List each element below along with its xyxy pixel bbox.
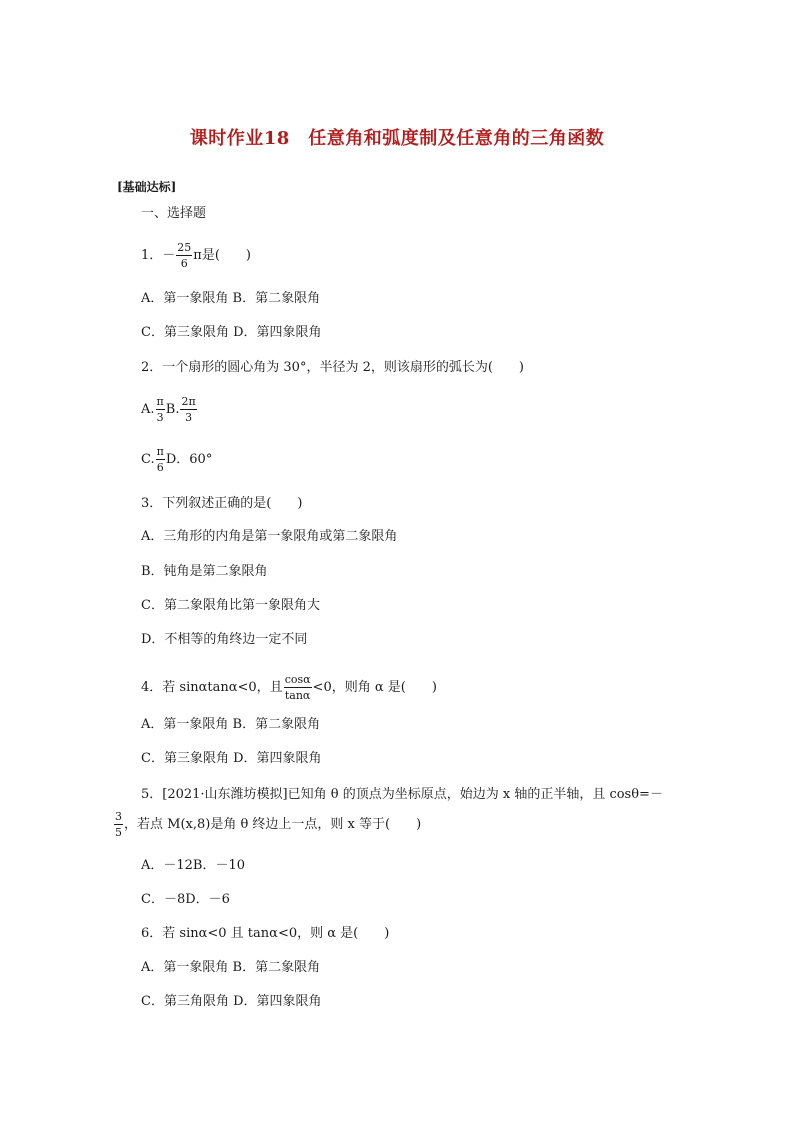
section-heading: [基础达标] <box>117 180 177 194</box>
question-4-options-ab: A．第一象限角 B．第二象限角 <box>141 717 321 732</box>
question-4-options-cd: C．第三象限角 D．第四象限角 <box>141 751 322 766</box>
q1-fraction <box>176 242 192 269</box>
q1-suffix: π是( ) <box>193 248 251 263</box>
page-title: 课时作业18 任意角和弧度制及任意角的三角函数 <box>189 128 605 149</box>
q2-option-d: D．60° <box>165 452 213 467</box>
question-5-line-2 <box>113 811 421 838</box>
q2-b-numerator: 2π <box>181 395 196 408</box>
q1-numerator: 25 <box>177 241 192 254</box>
q4-numerator: cosα <box>284 673 311 686</box>
q5-line-2-text: ，若点 M(x,8)是角 θ 终边上一点，则 x 等于( ) <box>124 817 422 832</box>
q2-option-a-fraction <box>156 396 165 423</box>
q2-option-a-label: A. <box>141 402 155 417</box>
q5-fraction <box>114 811 123 838</box>
question-1-options-ab: A．第一象限角 B．第二象限角 <box>141 291 321 306</box>
q4-fraction <box>284 674 312 701</box>
question-6-options-cd: C．第三角限角 D．第四象限角 <box>141 994 322 1009</box>
question-6-options-ab: A．第一象限角 B．第二象限角 <box>141 960 321 975</box>
q2-option-b-label: B. <box>165 402 180 417</box>
q2-c-denominator: 6 <box>156 461 164 474</box>
q4-prefix: 4．若 sinαtanα<0，且 <box>141 680 283 695</box>
q4-suffix: <0，则角 α 是( ) <box>312 680 437 695</box>
q2-option-c-fraction <box>156 446 165 473</box>
question-2-stem: 2．一个扇形的圆心角为 30°，半径为 2，则该扇形的弧长为( ) <box>141 360 524 375</box>
q5-denominator: 5 <box>115 826 122 839</box>
question-4-stem <box>141 674 437 701</box>
question-6-stem: 6．若 sinα<0 且 tanα<0，则 α 是( ) <box>141 926 390 941</box>
question-3-option-a: A．三角形的内角是第一象限角或第二象限角 <box>141 529 398 544</box>
q2-a-denominator: 3 <box>156 411 164 424</box>
question-3-stem: 3．下列叙述正确的是( ) <box>141 496 303 511</box>
q5-numerator: 3 <box>115 810 122 823</box>
q2-b-denominator: 3 <box>185 411 193 424</box>
q1-prefix: 1．－ <box>141 248 176 263</box>
q2-option-c-label: C. <box>141 452 155 467</box>
question-5-options-cd: C．－8D．－6 <box>141 892 230 907</box>
question-3-option-c: C．第二象限角比第一象限角大 <box>141 598 320 613</box>
question-5-line-1: 5．[2021·山东潍坊模拟]已知角 θ 的顶点为坐标原点，始边为 x 轴的正半轴，且 cosθ=－ <box>141 787 663 802</box>
question-2-options-cd <box>141 446 212 473</box>
q2-option-b-fraction <box>180 396 196 423</box>
q2-a-numerator: π <box>156 395 164 408</box>
question-1-stem <box>141 242 251 269</box>
question-5-options-ab: A．－12B．－10 <box>141 858 246 873</box>
question-3-option-b: B．钝角是第二象限角 <box>141 564 268 579</box>
question-3-option-d: D．不相等的角终边一定不同 <box>141 632 308 647</box>
question-2-options-ab <box>141 396 198 423</box>
q1-denominator: 6 <box>180 257 188 270</box>
part-heading: 一、选择题 <box>141 206 207 221</box>
question-1-options-cd: C．第三象限角 D．第四象限角 <box>141 325 322 340</box>
q2-c-numerator: π <box>156 445 164 458</box>
q4-denominator: tanα <box>284 689 311 702</box>
